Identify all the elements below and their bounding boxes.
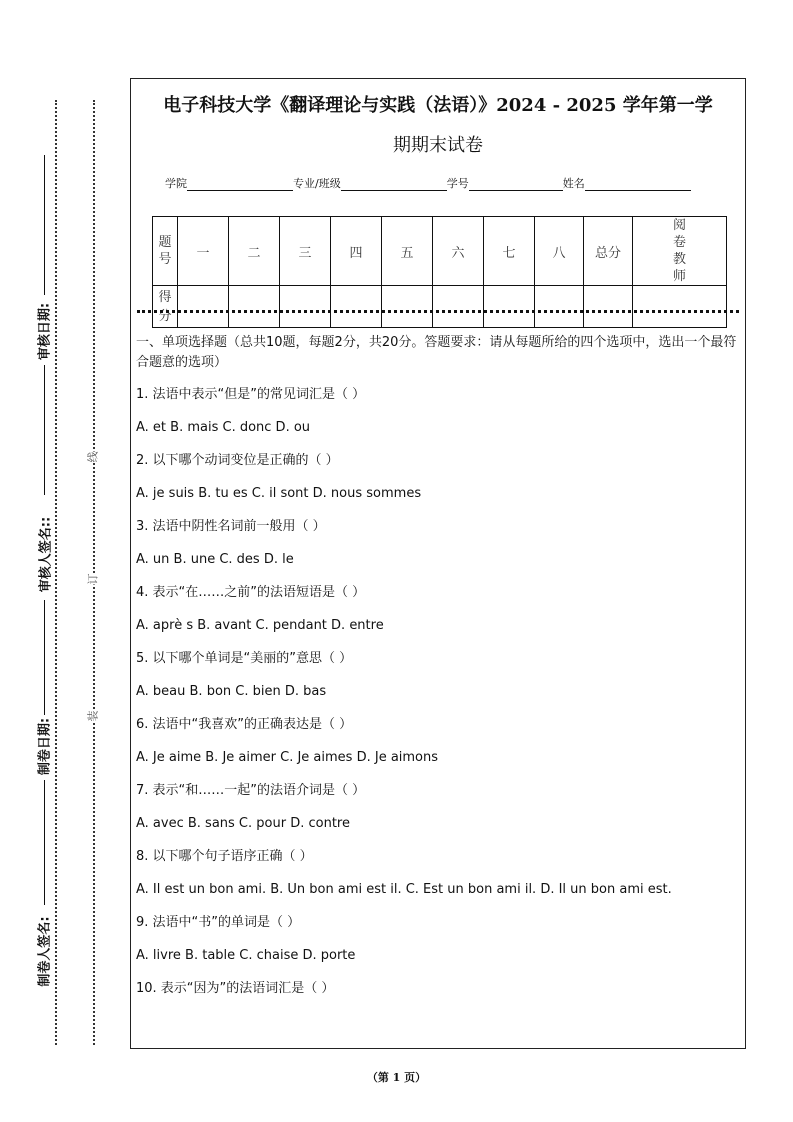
score-cell[interactable]	[584, 286, 633, 328]
question-options: A. un B. une C. des D. le	[136, 552, 294, 567]
header-cell: 二	[229, 217, 280, 286]
score-cell[interactable]	[633, 286, 727, 328]
score-cell[interactable]	[331, 286, 382, 328]
question-options: A. Il est un bon ami. B. Un bon ami est il. C. Est un bon ami il. D. Il un bon ami est.	[136, 882, 672, 897]
exam-paper-frame	[130, 78, 746, 1049]
question-text: 5. 以下哪个单词是“美丽的”意思（ ）	[136, 651, 353, 666]
name-label: 姓名	[562, 177, 585, 190]
score-cell[interactable]	[535, 286, 584, 328]
question-options: A. aprè s B. avant C. pendant D. entre	[136, 618, 384, 633]
score-cell[interactable]	[484, 286, 535, 328]
college-label: 学院	[165, 177, 187, 190]
binding-mark-zhuang: 装	[86, 710, 100, 722]
question-text: 6. 法语中“我喜欢”的正确表达是（ ）	[136, 717, 353, 732]
reviewer-sign-line	[44, 365, 45, 495]
header-cell: 题号	[153, 217, 178, 286]
maker-sign-line	[44, 780, 45, 905]
make-date-line	[44, 600, 45, 715]
page-number: （第 1 页）	[366, 1071, 427, 1084]
header-cell: 七	[484, 217, 535, 286]
question-text: 8. 以下哪个句子语序正确（ ）	[136, 849, 313, 864]
header-cell: 五	[382, 217, 433, 286]
header-cell: 阅卷教师	[633, 217, 727, 286]
question-text: 9. 法语中“书”的单词是（ ）	[136, 915, 301, 930]
exam-title-line2: 期期末试卷	[393, 135, 483, 156]
review-date-label: 审核日期:	[37, 302, 53, 361]
question-text: 7. 表示“和……一起”的法语介词是（ ）	[136, 783, 366, 798]
review-date-line	[44, 155, 45, 295]
make-date-label: 制卷日期:	[37, 717, 53, 776]
question-options: A. je suis B. tu es C. il sont D. nous sommes	[136, 486, 422, 501]
score-table-header-row	[153, 217, 727, 286]
header-cell: 六	[433, 217, 484, 286]
question-text: 10. 表示“因为”的法语词汇是（ ）	[136, 981, 335, 996]
question-list	[136, 333, 742, 1012]
binding-dotted-line-inner	[93, 100, 95, 1045]
section-heading: 一、单项选择题（总共10题，每题2分，共20分。答题要求：请从每题所给的四个选项中，选出一个最符合题意的选项）	[136, 335, 737, 370]
question-options: A. Je aime B. Je aimer C. Je aimes D. Je aimons	[136, 750, 439, 765]
header-cell: 总分	[584, 217, 633, 286]
reviewer-sign-label: 审核人签名::	[38, 516, 54, 593]
question-text: 1. 法语中表示“但是”的常见词汇是（ ）	[136, 387, 366, 402]
question-text: 4. 表示“在……之前”的法语短语是（ ）	[136, 585, 366, 600]
question-options: A. et B. mais C. donc D. ou	[136, 420, 311, 435]
question-options: A. livre B. table C. chaise D. porte	[136, 948, 356, 963]
score-row-label: 得分	[153, 286, 178, 328]
exam-title-line1: 电子科技大学《翻译理论与实践（法语）》2024 - 2025 学年第一学	[163, 95, 713, 116]
maker-sign-label: 制卷人签名:	[37, 916, 53, 987]
score-cell[interactable]	[229, 286, 280, 328]
question-options: A. beau B. bon C. bien D. bas	[136, 684, 327, 699]
major-label: 专业/班级	[293, 177, 341, 190]
binding-mark-xian: 线	[86, 451, 100, 463]
header-cell: 四	[331, 217, 382, 286]
student-info-row	[165, 175, 691, 191]
question-text: 2. 以下哪个动词变位是正确的（ ）	[136, 453, 339, 468]
name-field[interactable]	[585, 178, 691, 191]
score-cell[interactable]	[178, 286, 229, 328]
student-id-field[interactable]	[469, 178, 563, 191]
binding-mark-ding: 订	[86, 573, 100, 585]
student-id-label: 学号	[446, 177, 469, 190]
question-options: A. avec B. sans C. pour D. contre	[136, 816, 350, 831]
header-cell: 八	[535, 217, 584, 286]
section-divider	[137, 310, 739, 313]
score-table-score-row	[153, 286, 727, 328]
header-cell: 三	[280, 217, 331, 286]
score-cell[interactable]	[382, 286, 433, 328]
score-cell[interactable]	[280, 286, 331, 328]
college-field[interactable]	[187, 178, 293, 191]
major-field[interactable]	[341, 178, 447, 191]
score-cell[interactable]	[433, 286, 484, 328]
header-cell: 一	[178, 217, 229, 286]
question-text: 3. 法语中阴性名词前一般用（ ）	[136, 519, 326, 534]
binding-dotted-line-outer	[55, 100, 57, 1045]
